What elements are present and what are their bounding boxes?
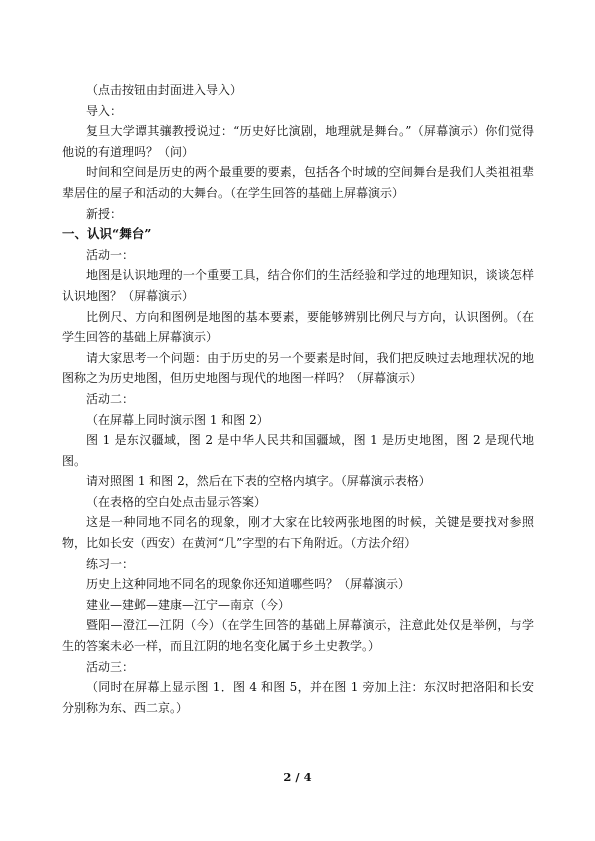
paragraph: 时间和空间是历史的两个最重要的要素，包括各个时域的空间舞台是我们人类祖祖辈辈居住的屋子和活动的大舞台。（在学生回答的基础上屏幕演示） [62, 165, 534, 200]
paragraph: 活动一： [86, 247, 135, 262]
paragraph: （点击按钮由封面进入导入） [86, 83, 243, 97]
paragraph: 暨阳—澄江—江阴（今）（在学生回答的基础上屏幕演示，注意此处仅是举例，与学生的答案未必一样，而且江阴的地名变化属于乡土史教学。） [62, 618, 534, 654]
paragraph: 这是一种同地不同名的现象，刚才大家在比较两张地图的时候，关键是要找对参照物，比如长安（西安）在黄河“几”字型的右下角附近。（方法介绍） [62, 515, 534, 551]
paragraph: 活动二： [86, 391, 135, 406]
paragraph: 地图是认识地理的一个重要工具，结合你们的生活经验和学过的地理知识，谈谈怎样认识地图？（屏幕演示） [62, 268, 534, 303]
paragraph: 请大家思考一个问题：由于历史的另一个要素是时间，我们把反映过去地理状况的地图称之为历史地图，但历史地图与现代的地图一样吗？（屏幕演示） [62, 350, 534, 386]
paragraph: 历史上这种同地不同名的现象你还知道哪些吗？（屏幕演示） [86, 577, 411, 592]
paragraph: （同时在屏幕上显示图 1．图 4 和图 5，并在图 1 旁加上注：东汉时把洛阳和长安分别称为东、西二京。） [62, 680, 534, 715]
document-body [62, 80, 534, 718]
paragraph: （在屏幕上同时演示图 1 和图 2） [86, 412, 269, 427]
section-heading: 一、认识“舞台” [62, 226, 152, 242]
paragraph: （在表格的空白处点击显示答案） [86, 494, 267, 509]
paragraph: 建业—建邺—建康—江宁—南京（今） [86, 597, 291, 612]
paragraph: 图 1 是东汉疆域，图 2 是中华人民共和国疆域，图 1 是历史地图，图 2 是现代地图。 [62, 433, 534, 468]
paragraph: 复旦大学谭其骧教授说过：“历史好比演剧，地理就是舞台。”（屏幕演示）你们觉得他说的有道理吗？（问） [62, 124, 534, 159]
paragraph: 请对照图 1 和图 2，然后在下表的空格内填字。（屏幕演示表格） [86, 474, 431, 489]
paragraph: 比例尺、方向和图例是地图的基本要素，要能够辨别比例尺与方向，认识图例。（在学生回答的基础上屏幕演示） [62, 309, 534, 345]
page-number: 2 / 4 [283, 770, 312, 784]
paragraph: 新授： [86, 206, 123, 221]
paragraph: 练习一： [86, 556, 135, 571]
paragraph: 导入： [86, 103, 123, 118]
paragraph: 活动三： [86, 659, 135, 674]
